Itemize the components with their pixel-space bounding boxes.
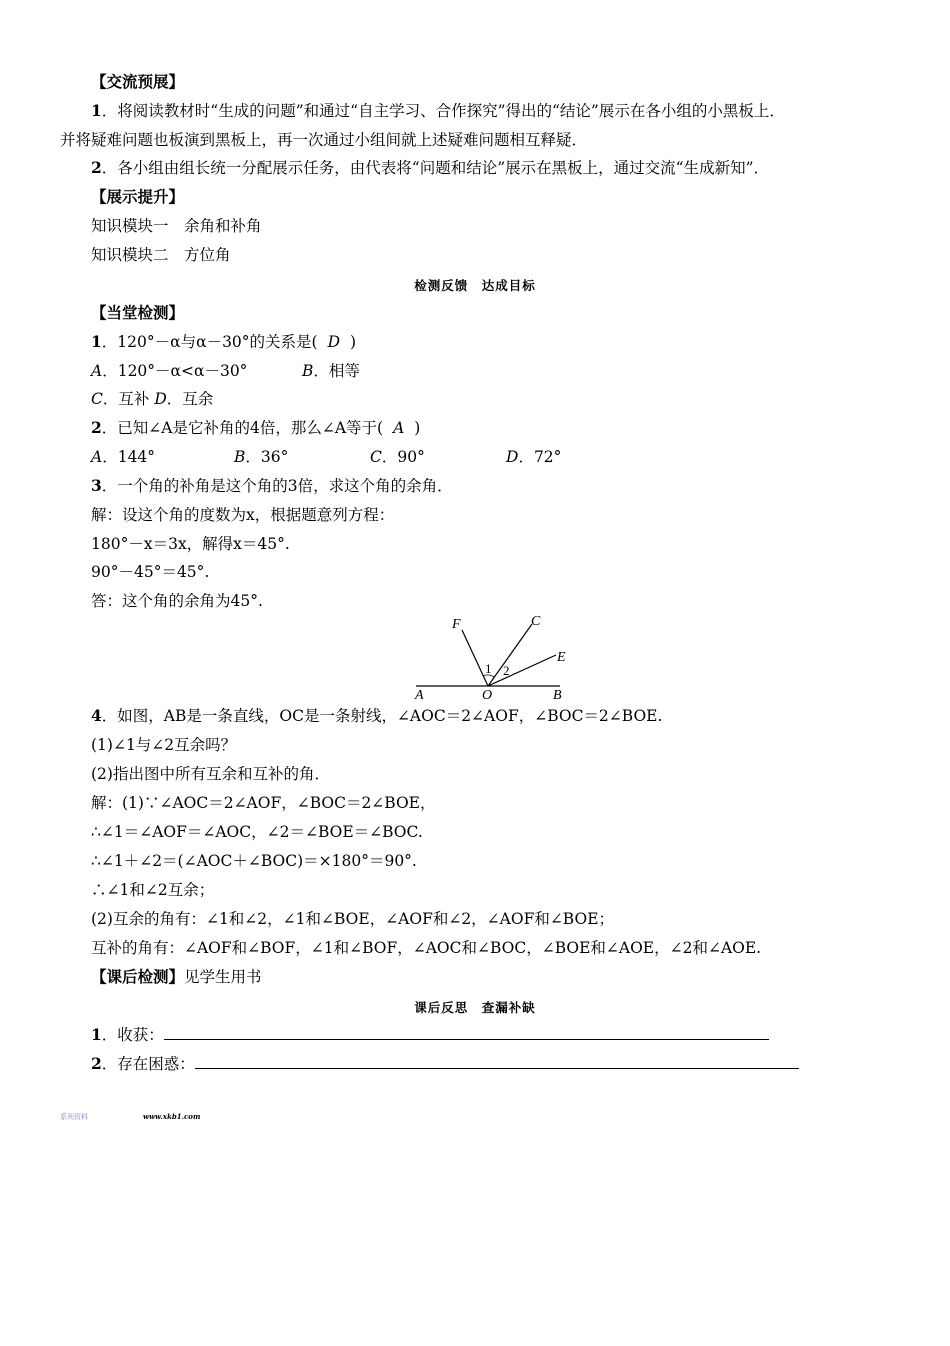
question-stem: ．如图，AB是一条直线，OC是一条射线，∠AOC＝2∠AOF，∠BOC＝2∠BOE. <box>101 707 663 725</box>
footer-left: 系列资料 <box>60 1113 88 1121</box>
label-f: F <box>452 617 461 632</box>
question-1-options-cd <box>91 389 213 409</box>
reflection-gains <box>91 1025 769 1045</box>
item-number: 1 <box>91 101 102 120</box>
label-b: B <box>553 688 562 703</box>
option-b-text: ．相等 <box>313 362 360 380</box>
gains-label: ．收获： <box>101 1026 164 1044</box>
question-answer: A <box>393 419 405 437</box>
solution-line: ∴∠1＋∠2＝(∠AOC＋∠BOC)＝×180°＝90°. <box>91 852 417 870</box>
check-banner: 检测反馈 达成目标 <box>414 278 536 293</box>
solution-line: 解：(1)∵∠AOC＝2∠AOF，∠BOC＝2∠BOE， <box>91 794 436 812</box>
section-title-exchange: 【交流预展】 <box>91 72 185 91</box>
question-close: ) <box>414 419 421 437</box>
option-c-label: C <box>370 448 382 466</box>
solution-line: 互补的角有：∠AOF和∠BOF，∠1和∠BOF，∠AOC和∠BOC，∠BOE和∠AOE，∠2和∠AOE. <box>91 939 762 957</box>
question-4-part-1: (1)∠1与∠2互余吗？ <box>91 736 237 754</box>
label-1: 1 <box>485 661 492 676</box>
question-1 <box>91 332 356 352</box>
option-c-label: C <box>91 390 103 408</box>
question-stem: ．一个角的补角是这个角的3倍，求这个角的余角． <box>101 477 453 495</box>
option-d-label: D <box>154 390 167 408</box>
option-c-text: ．互补 <box>102 390 150 408</box>
ray-of <box>462 630 488 686</box>
item-number: 1 <box>91 1025 102 1044</box>
option-a-text: ．144° <box>102 448 156 466</box>
solution-line: 180°－x＝3x，解得x＝45°. <box>91 535 290 553</box>
section-title-class-check: 【当堂检测】 <box>91 303 185 322</box>
confusion-blank[interactable] <box>195 1054 799 1069</box>
question-number: 1 <box>91 332 102 351</box>
solution-line: 答：这个角的余角为45°. <box>91 592 263 610</box>
section-title-show: 【展示提升】 <box>91 187 185 206</box>
item-number: 2 <box>91 1054 102 1073</box>
solution-line: ∴∠1＝∠AOF＝∠AOC，∠2＝∠BOE＝∠BOC. <box>91 823 423 841</box>
label-o: O <box>482 688 493 703</box>
question-4 <box>91 706 662 726</box>
question-stem: ．已知∠A是它补角的4倍，那么∠A等于( <box>101 419 384 437</box>
solution-line: ∴∠1和∠2互余； <box>91 881 215 899</box>
option-b-label: B <box>302 362 314 380</box>
angle-figure <box>410 610 580 705</box>
option-a-text: ．120°－α<α－30° <box>102 362 248 380</box>
question-3 <box>91 476 453 496</box>
option-b-text: ．36° <box>245 448 289 466</box>
question-number: 2 <box>91 418 102 437</box>
solution-line: 90°－45°＝45°. <box>91 563 210 581</box>
exchange-item-1-continuation: 并将疑难问题也板演到黑板上，再一次通过小组间就上述疑难问题相互释疑． <box>60 131 588 149</box>
option-c-text: ．90° <box>381 448 425 466</box>
ray-oc <box>488 624 532 686</box>
option-d-text: ．互余 <box>166 390 214 408</box>
reflection-confusion <box>91 1054 799 1074</box>
ray-oe <box>488 655 556 686</box>
question-4-part-2: (2)指出图中所有互余和互补的角． <box>91 765 330 783</box>
option-d-label: D <box>506 448 519 466</box>
question-close: ) <box>350 333 357 351</box>
exchange-item-1 <box>91 101 785 121</box>
gains-blank[interactable] <box>164 1025 769 1040</box>
item-number: 2 <box>91 158 102 177</box>
question-number: 4 <box>91 706 102 725</box>
after-class-check <box>91 967 262 987</box>
knowledge-module-2: 知识模块二 方位角 <box>91 246 231 264</box>
exchange-item-2 <box>91 158 769 178</box>
label-2: 2 <box>503 663 510 678</box>
option-a-label: A <box>91 362 103 380</box>
question-number: 3 <box>91 476 102 495</box>
after-check-text: 见学生用书 <box>184 968 262 986</box>
question-stem: ．120°－α与α－30°的关系是( <box>101 333 318 351</box>
label-c: C <box>531 614 541 629</box>
question-answer: D <box>327 333 341 351</box>
option-b-label: B <box>234 448 246 466</box>
solution-line: (2)互余的角有：∠1和∠2，∠1和∠BOE，∠AOF和∠2，∠AOF和∠BOE； <box>91 910 615 928</box>
option-d-text: ．72° <box>518 448 562 466</box>
knowledge-module-1: 知识模块一 余角和补角 <box>91 217 262 235</box>
question-2-options <box>91 447 591 467</box>
solution-line: 解：设这个角的度数为x，根据题意列方程： <box>91 506 395 524</box>
item-text: ．将阅读教材时“生成的问题”和通过“自主学习、合作探究”得出的“结论”展示在各小组的小黑板上． <box>101 102 785 120</box>
section-title-after-check: 【课后检测】 <box>91 967 185 986</box>
item-text: ．各小组由组长统一分配展示任务，由代表将“问题和结论”展示在黑板上，通过交流“生成新知”． <box>101 159 769 177</box>
question-2 <box>91 418 420 438</box>
reflection-banner: 课后反思 查漏补缺 <box>414 1000 536 1015</box>
label-a: A <box>415 688 424 703</box>
footer-right: www.xkb1.com <box>143 1112 201 1121</box>
option-a-label: A <box>91 448 103 466</box>
label-e: E <box>557 650 566 665</box>
confusion-label: ．存在困惑： <box>101 1055 195 1073</box>
